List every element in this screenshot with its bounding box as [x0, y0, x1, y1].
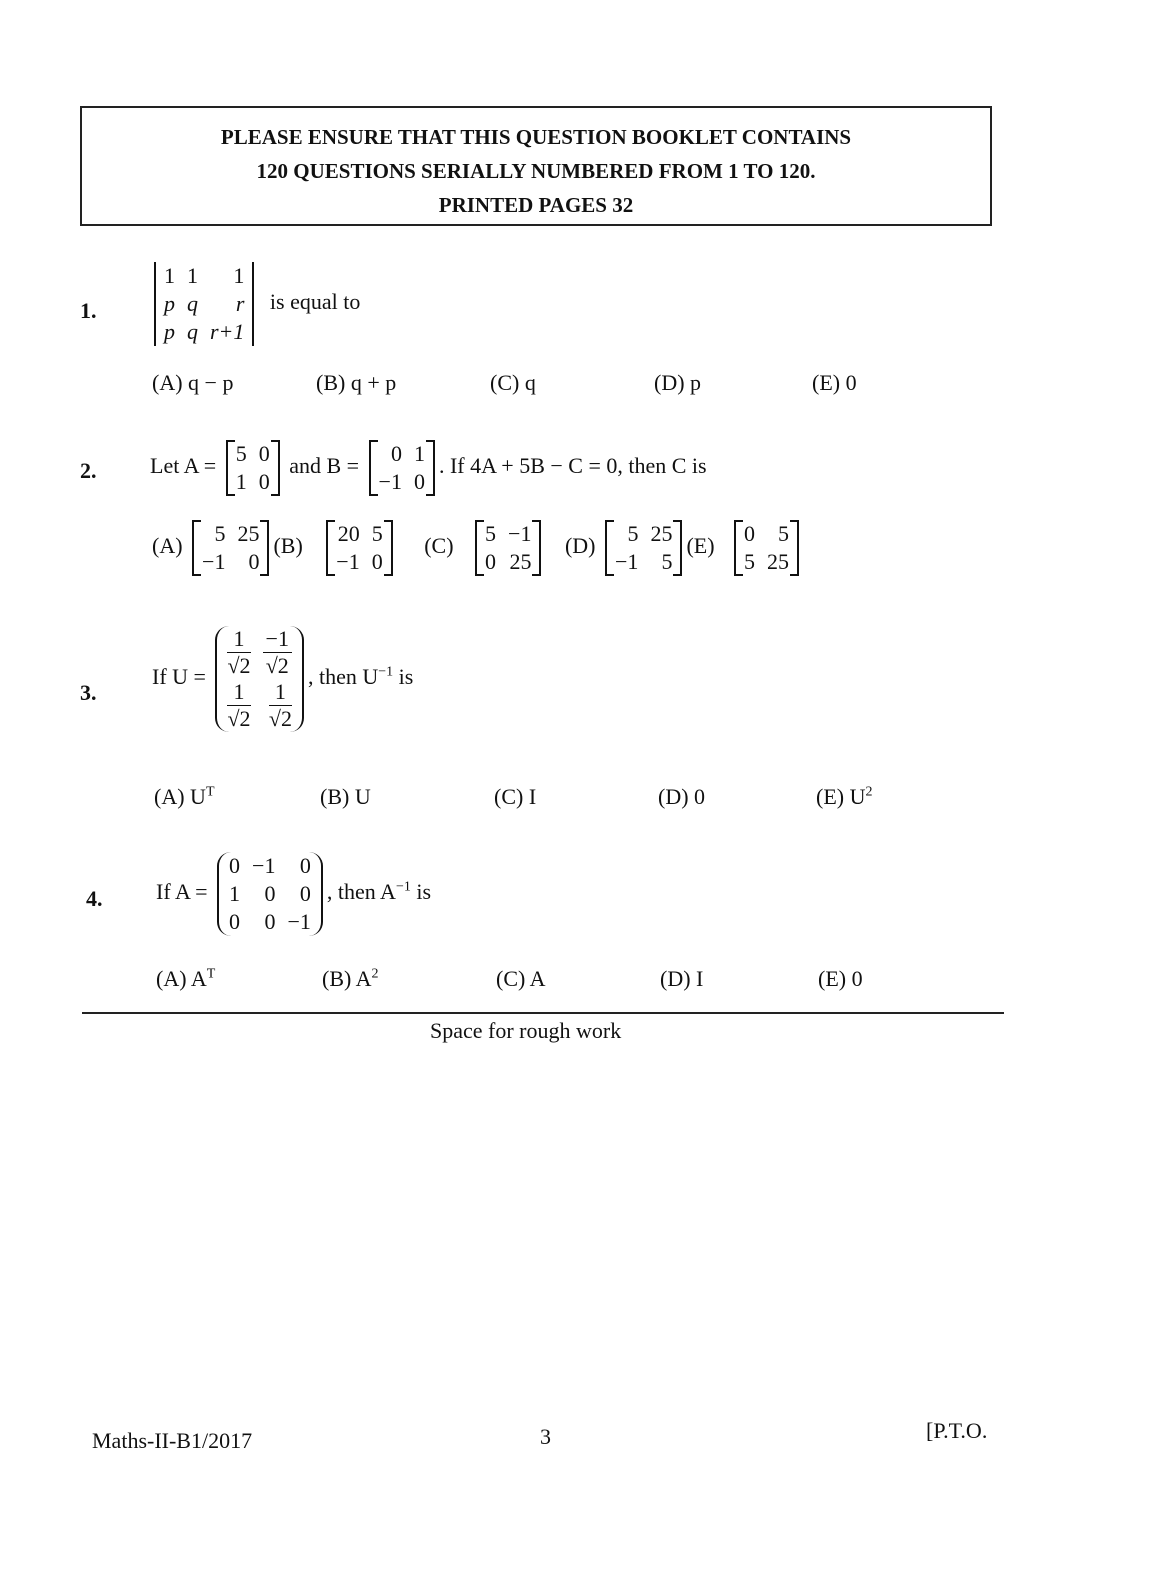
q3-suffix: , then U	[307, 664, 379, 690]
page-number: 3	[540, 1424, 551, 1449]
q1-option-d: (D) p	[654, 370, 702, 395]
matrix-cell: 0	[229, 853, 241, 878]
matrix-cell: 25	[509, 549, 532, 574]
question-2-number: 2.	[80, 458, 97, 483]
matrix-cell: 0	[258, 441, 270, 466]
question-3-stem	[152, 626, 413, 732]
matrix-cell: 0	[258, 469, 270, 494]
q3-tail: is	[393, 664, 414, 690]
matrix-cell: −1	[287, 909, 311, 934]
q2-matrix-b	[369, 440, 435, 496]
q4-matrix-a	[217, 852, 323, 936]
matrix-cell: r	[235, 291, 245, 316]
q3-matrix-u	[215, 626, 304, 732]
matrix-cell: 0	[299, 853, 311, 878]
notice-line-1: PLEASE ENSURE THAT THIS QUESTION BOOKLET CONTAINS	[220, 125, 852, 149]
matrix-cell: p	[164, 319, 175, 344]
q4-option-d: (D) I	[660, 966, 704, 991]
fraction-denominator: √2	[265, 653, 289, 678]
q3-option-c: (C) I	[494, 784, 537, 809]
notice-line-2: 120 QUESTIONS SERIALLY NUMBERED FROM 1 TO 120.	[256, 159, 816, 183]
q4-option-a-text: (A) A	[156, 966, 207, 991]
matrix-cell: 5	[214, 521, 226, 546]
matrix-cell: q	[187, 319, 198, 344]
matrix-cell: 5	[627, 521, 639, 546]
matrix-cell: p	[164, 291, 175, 316]
question-4-number: 4.	[86, 886, 103, 911]
q1-option-c: (C) q	[490, 370, 536, 395]
matrix-cell: 25	[237, 521, 260, 546]
q1-option-b: (B) q + p	[316, 370, 397, 395]
q1-option-e: (E) 0	[812, 370, 857, 395]
pto-label: [P.T.O.	[926, 1418, 988, 1443]
q2-option-a-matrix	[192, 520, 269, 576]
q3-option-b: (B) U	[320, 784, 371, 809]
matrix-cell: 5	[485, 521, 497, 546]
matrix-cell: q	[187, 291, 198, 316]
matrix-cell: 0	[744, 521, 756, 546]
fraction	[269, 679, 292, 732]
matrix-cell: −1	[378, 469, 402, 494]
matrix-cell: 20	[337, 521, 360, 546]
q3-option-a	[154, 784, 215, 810]
matrix-cell: 5	[778, 521, 790, 546]
matrix-cell: 25	[650, 521, 673, 546]
q2-option-c-label: (C)	[424, 533, 454, 559]
matrix-cell: 0	[299, 881, 311, 906]
q4-prefix: If A =	[156, 879, 208, 905]
instruction-box	[80, 106, 992, 226]
matrix-cell: 1	[229, 881, 241, 906]
fraction-numerator: 1	[269, 679, 292, 706]
matrix-cell: 0	[485, 549, 497, 574]
matrix-cell: −1	[615, 549, 639, 574]
matrix-cell: 0	[229, 909, 241, 934]
superscript: T	[205, 784, 215, 800]
matrix-cell: 5	[661, 549, 673, 574]
q2-suffix: . If 4A + 5B − C = 0, then C is	[438, 453, 707, 479]
question-1-number: 1.	[80, 298, 97, 323]
matrix-cell: 1	[164, 263, 175, 288]
superscript: 2	[371, 966, 379, 982]
fraction-numerator: 1	[227, 626, 250, 653]
q1-determinant	[154, 262, 254, 346]
q3-option-a-text: (A) U	[154, 784, 206, 809]
q2-option-b-matrix	[326, 520, 392, 576]
q2-option-d-matrix	[605, 520, 682, 576]
fraction	[263, 626, 292, 679]
q3-option-d: (D) 0	[658, 784, 706, 809]
q2-options-row	[152, 520, 803, 576]
matrix-cell: 5	[371, 521, 383, 546]
q1-option-a: (A) q − p	[152, 370, 234, 395]
q3-option-e	[816, 784, 872, 810]
matrix-cell: 5	[744, 549, 756, 574]
q4-option-b-text: (B) A	[322, 966, 372, 991]
q4-option-a	[156, 966, 215, 992]
matrix-cell: −1	[202, 549, 226, 574]
matrix-cell: 1	[413, 441, 425, 466]
matrix-cell: −1	[336, 549, 360, 574]
paper-code: Maths-II-B1/2017	[92, 1428, 253, 1453]
matrix-cell: 0	[413, 469, 425, 494]
fraction	[227, 679, 250, 732]
superscript: 2	[865, 784, 873, 800]
question-4-stem	[156, 852, 431, 936]
matrix-cell: 0	[264, 881, 276, 906]
q3-prefix: If U =	[152, 664, 206, 690]
matrix-cell: −1	[252, 853, 276, 878]
matrix-cell: r+1	[210, 319, 245, 344]
q4-option-c: (C) A	[496, 966, 546, 991]
matrix-cell: −1	[508, 521, 532, 546]
q4-suffix: , then A	[326, 879, 396, 905]
matrix-cell: 1	[187, 263, 198, 288]
question-2-stem	[150, 440, 707, 496]
fraction-numerator: 1	[227, 679, 250, 706]
q1-text: is equal to	[269, 289, 361, 315]
matrix-cell: 5	[235, 441, 247, 466]
matrix-cell: 0	[264, 909, 276, 934]
q2-option-d-label: (D)	[564, 533, 596, 559]
q2-option-e-label: (E)	[686, 533, 715, 559]
matrix-cell: 25	[767, 549, 790, 574]
q4-superscript: −1	[395, 879, 411, 895]
fraction-denominator: √2	[268, 706, 292, 731]
question-1-stem	[150, 262, 360, 346]
q3-option-e-text: (E) U	[816, 784, 866, 809]
q3-superscript: −1	[378, 664, 394, 680]
fraction-denominator: √2	[227, 706, 251, 731]
rough-work-label: Space for rough work	[430, 1018, 622, 1043]
matrix-cell: 0	[371, 549, 383, 574]
q2-matrix-a	[226, 440, 280, 496]
matrix-cell: 0	[390, 441, 402, 466]
q2-option-e-matrix	[734, 520, 799, 576]
q2-option-c-matrix	[475, 520, 541, 576]
fraction-numerator: −1	[263, 626, 292, 653]
q4-option-b	[322, 966, 379, 992]
question-3-number: 3.	[80, 680, 97, 705]
q2-and: and B =	[289, 453, 360, 479]
q4-tail: is	[410, 879, 432, 905]
q4-option-e: (E) 0	[818, 966, 863, 991]
q2-prefix: Let A =	[150, 453, 217, 479]
q2-option-b-label: (B)	[273, 533, 303, 559]
matrix-cell: 0	[248, 549, 260, 574]
superscript: T	[206, 966, 216, 982]
fraction-denominator: √2	[227, 653, 251, 678]
notice-line-3: PRINTED PAGES 32	[438, 193, 634, 217]
fraction	[227, 626, 250, 679]
matrix-cell: 1	[235, 469, 247, 494]
matrix-cell: 1	[233, 263, 245, 288]
q2-option-a-label: (A)	[152, 533, 183, 559]
horizontal-rule	[82, 1012, 1004, 1014]
